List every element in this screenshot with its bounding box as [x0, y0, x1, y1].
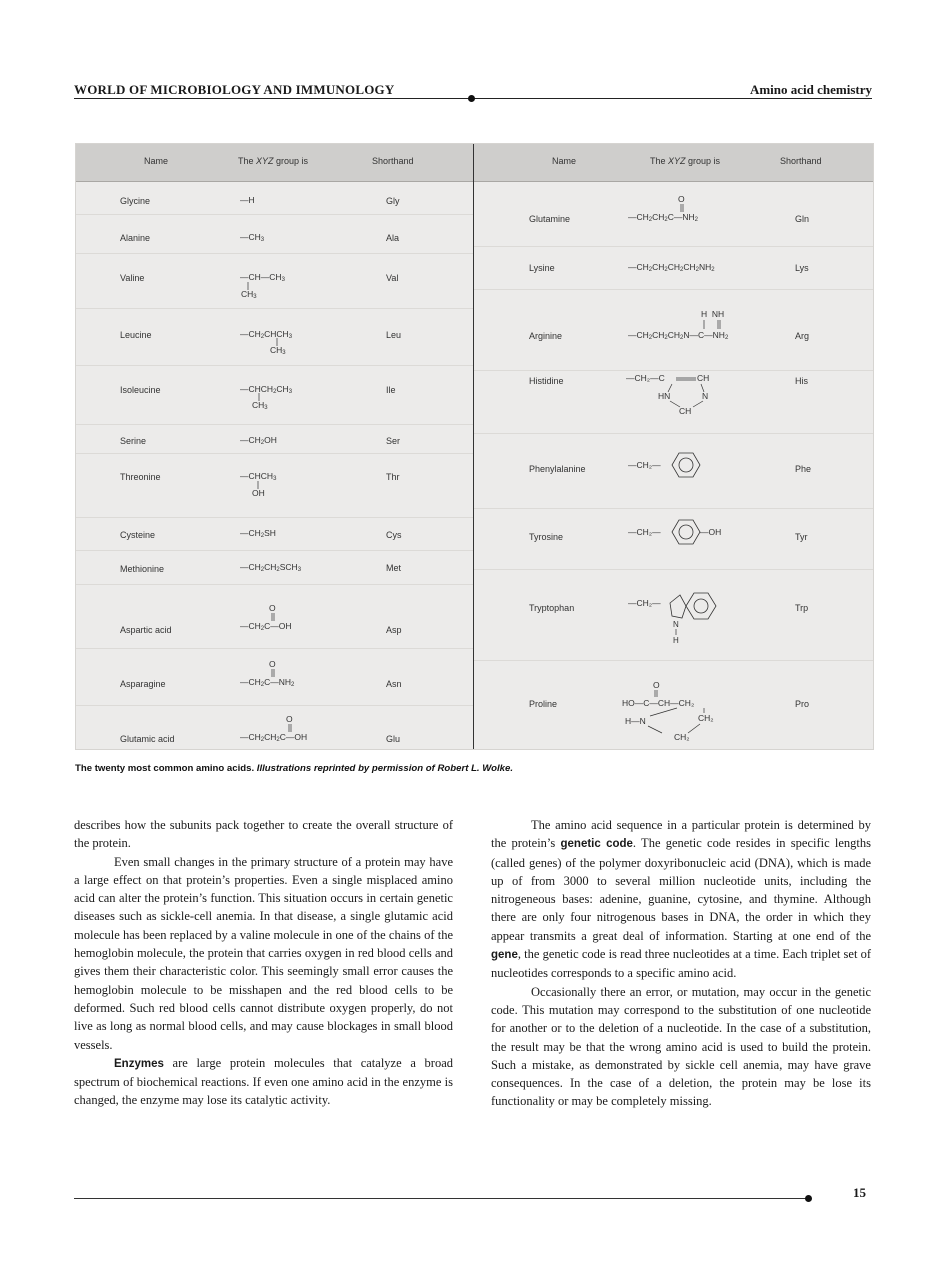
structure: $—CH_2CH_2C—NH_2$ — [628, 212, 699, 223]
table-row: Threonine $—CHCH_3$ OH Thr — [76, 454, 473, 518]
table-row — [474, 661, 873, 749]
structure: $—CH_2OH$ — [240, 435, 277, 446]
table-row — [474, 371, 873, 434]
amino-name: Phenylalanine — [529, 464, 586, 474]
table-row — [474, 570, 873, 661]
amino-shorthand: Arg — [795, 331, 810, 341]
structure: $—CH_3$ — [240, 232, 265, 243]
table-row: Valine $—CH—CH_3$ $CH_3$ Val — [76, 254, 473, 309]
svg-text:CH₂: CH₂ — [698, 713, 714, 723]
amino-shorthand: Trp — [795, 603, 809, 613]
keyword-genetic-code: genetic code — [560, 838, 633, 851]
table-row — [474, 434, 873, 509]
structure: $—CH_2C—OH$ — [240, 621, 292, 632]
amino-name: Leucine — [120, 330, 152, 340]
amino-name: Serine — [120, 436, 147, 446]
keyword-gene: gene — [491, 949, 518, 962]
svg-text:CH: CH — [679, 406, 692, 416]
svg-text:H—N: H—N — [625, 716, 646, 726]
amino-name: Glutamine — [529, 214, 571, 224]
amino-acid-figure — [75, 143, 874, 750]
table-row: O Glutamine $—CH_2CH_2C—NH_2$ Gln — [474, 182, 873, 247]
structure: $—CH_2C—NH_2$ — [240, 677, 295, 688]
body-column-right — [491, 816, 871, 1111]
svg-text:—CH₂—: —CH₂— — [628, 527, 661, 537]
svg-text:O: O — [653, 680, 660, 690]
structure: $—CH_2CH_2CH_2CH_2NH_2$ — [628, 262, 715, 273]
structure: $—CHCH_2CH_3$ — [240, 384, 293, 395]
structure — [628, 449, 708, 481]
amino-shorthand: Phe — [795, 464, 812, 474]
table-row — [474, 247, 873, 290]
amino-name: Proline — [529, 699, 558, 709]
header-bullet — [468, 95, 475, 102]
table-row — [76, 182, 473, 215]
structure: —H — [240, 195, 255, 205]
amino-name: Alanine — [120, 233, 151, 243]
paragraph: The amino acid sequence in a particular protein is determined by the protein’s genetic code. The genetic code resides in specific lengths (called genes) of the polymer doxyribonucleic acid (DNA), which is made up of from 3000 to several million nucleotide units, including the nitrogeneous bases: adenine, guanine, cytosine, and thymine. Although there are only four nitrogenous bases in DNA, the order in which they appear transmits a great deal of information. Starting at one end of the gene, the genetic code is read three nucleotides at a time. Each triplet set of nucleotides corresponds to a specific amino acid. — [491, 818, 872, 981]
structure — [626, 371, 726, 431]
table-row — [474, 509, 873, 570]
amino-shorthand: Gly — [386, 196, 400, 206]
svg-text:HO—C—CH—CH₂: HO—C—CH—CH₂ — [622, 698, 695, 708]
table-row: O Aspartic acid $—CH_2C—OH$ Asp — [76, 585, 473, 649]
amino-name: Glycine — [120, 196, 151, 206]
amino-shorthand: Val — [386, 273, 399, 283]
table-row — [76, 518, 473, 551]
svg-text:—CH₂—C: —CH₂—C — [626, 373, 665, 383]
amino-name: Glutamic acid — [120, 734, 175, 744]
table-header-right — [474, 144, 873, 182]
figure-caption: The twenty most common amino acids. Illustrations reprinted by permission of Robert L. Wolke. — [75, 763, 514, 774]
header-name: Name — [144, 156, 169, 166]
amino-name: Tryptophan — [529, 603, 575, 613]
amino-shorthand: Lys — [795, 263, 809, 273]
amino-shorthand: Glu — [386, 734, 401, 744]
table-row — [76, 425, 473, 454]
structure: $—CHCH_3$ — [240, 471, 277, 482]
amino-shorthand: Ala — [386, 233, 400, 243]
table-left — [76, 144, 473, 749]
amino-name: Isoleucine — [120, 385, 161, 395]
amino-shorthand: Gln — [795, 214, 810, 224]
table-row: Leucine $—CH_2CHCH_3$ $CH_3$ Leu — [76, 309, 473, 366]
structure: $—CH_2CHCH_3$ — [240, 329, 293, 340]
structure: $—CH_2SH$ — [240, 528, 276, 539]
table-row: Isoleucine $—CHCH_2CH_3$ $CH_3$ Ile — [76, 366, 473, 425]
body-column-left — [74, 816, 453, 1110]
amino-name: Threonine — [120, 472, 161, 482]
paragraph: Enzymes are large protein molecules that catalyze a broad spectrum of biochemical reactions. If even one amino acid in the enzyme is changed, the enzyme may lose its catalytic activity. — [74, 1055, 453, 1108]
amino-shorthand: His — [795, 376, 808, 386]
amino-name: Tyrosine — [529, 532, 564, 542]
amino-name: Asparagine — [120, 679, 166, 689]
amino-shorthand: Tyr — [795, 532, 808, 542]
amino-shorthand: Leu — [386, 330, 402, 340]
svg-text:N: N — [702, 391, 709, 401]
structure: $—CH_2CH_2C—OH$ — [240, 732, 308, 743]
svg-text:CH: CH — [697, 373, 710, 383]
section-title: Amino acid chemistry — [749, 82, 872, 97]
amino-shorthand: Ile — [386, 385, 396, 395]
svg-text:N: N — [673, 620, 679, 629]
svg-text:—CH₂—: —CH₂— — [628, 598, 661, 608]
footer-rule — [74, 1198, 809, 1199]
header-shorthand: Shorthand — [780, 156, 822, 166]
header-name: Name — [552, 156, 577, 166]
structure — [628, 590, 738, 650]
amino-shorthand: Ser — [386, 436, 401, 446]
table-row: H NH Arginine $—CH_2CH_2CH_2N—C—NH_2$ Arg — [474, 290, 873, 371]
amino-name: Histidine — [529, 376, 564, 386]
amino-shorthand: Met — [386, 563, 402, 573]
amino-shorthand: Thr — [386, 472, 400, 482]
amino-name: Valine — [120, 273, 145, 283]
paragraph: Occasionally there an error, or mutation, may occur in the genetic code. This mutation may correspond to the substitution of one nucleotide for another or to the deletion of a nucleotide. In the case of a substitution, the result may be that the wrong amino acid is used to build the protein. Such a mistake, as demonstrated by sickle cell anemia, may have grave consequences. In the case of a deletion, the protein may be lose its functionality or may be completely missing. — [491, 984, 871, 1109]
amino-shorthand: Asn — [386, 679, 402, 689]
paragraph: describes how the subunits pack together to create the overall structure of the protein. — [74, 818, 453, 851]
svg-text:HN: HN — [658, 391, 671, 401]
header-shorthand: Shorthand — [372, 156, 414, 166]
amino-shorthand: Asp — [386, 625, 402, 635]
header-xyz: The XYZ group is — [238, 156, 309, 166]
structure — [628, 515, 738, 549]
book-title: WORLD OF MICROBIOLOGY AND IMMUNOLOGY — [74, 82, 395, 97]
table-row: O Asparagine $—CH_2C—NH_2$ Asn — [76, 649, 473, 706]
amino-name: Methionine — [120, 564, 165, 574]
amino-shorthand: Pro — [795, 699, 810, 709]
svg-text:CH₂: CH₂ — [674, 732, 690, 742]
svg-text:—CH₂—: —CH₂— — [628, 460, 661, 470]
page-number: 15 — [853, 1185, 866, 1200]
structure: $—CH_2CH_2CH_2N—C—NH_2$ — [628, 330, 729, 341]
footer-bullet — [805, 1195, 812, 1202]
structure — [622, 679, 732, 749]
amino-name: Cysteine — [120, 530, 156, 540]
header-xyz: The XYZ group is — [650, 156, 721, 166]
table-row: O Glutamic acid $—CH_2CH_2C—OH$ Glu — [120, 714, 401, 744]
svg-text:H: H — [673, 636, 679, 645]
structure: $—CH—CH_3$ — [240, 272, 285, 283]
amino-name: Lysine — [529, 263, 555, 273]
table-row — [76, 215, 473, 254]
table-right — [474, 144, 873, 749]
svg-text:—OH: —OH — [700, 527, 722, 537]
structure: $—CH_2CH_2SCH_3$ — [240, 562, 302, 573]
amino-name: Arginine — [529, 331, 563, 341]
amino-shorthand: Cys — [386, 530, 402, 540]
keyword-enzymes: Enzymes — [114, 1057, 164, 1070]
table-row — [76, 551, 473, 585]
table-header-left — [76, 144, 473, 182]
amino-name: Aspartic acid — [120, 625, 172, 635]
paragraph: Even small changes in the primary structure of a protein may have a large effect on that protein’s properties. Even a single misplaced amino acid can alter the protein’s function. This situation occurs in certain genetic diseases such as sickle-cell anemia. In that disease, a single glutamic acid molecule has been replaced by a valine molecule in one of the chains of the hemoglobin molecule, the protein that carries oxygen in red blood cells and gives them their characteristic color. This seemingly small error causes the hemoglobin molecule to be misshapen and the red blood cells to be deformed. Such red blood cells cannot distribute oxygen properly, do not live as long as normal blood cells, and may cause blockages in small blood vessels. — [74, 854, 453, 1052]
